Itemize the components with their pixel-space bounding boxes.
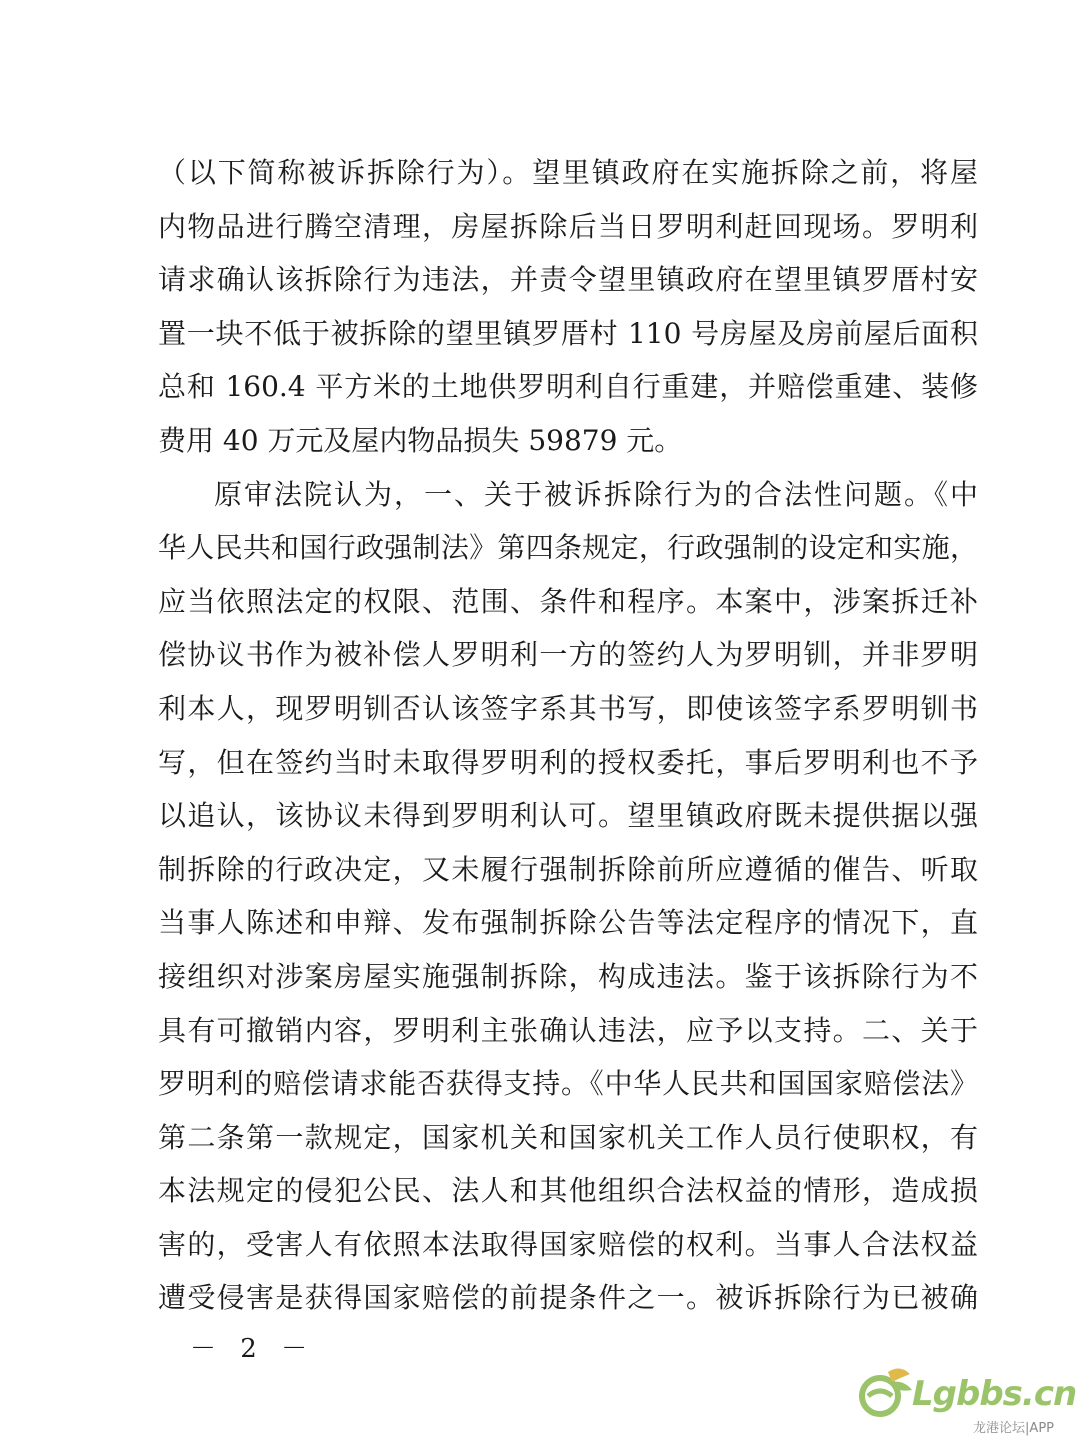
text-line: 偿协议书作为被补偿人罗明利一方的签约人为罗明钏，并非罗明 bbox=[158, 638, 978, 672]
text-line: 总和 160.4 平方米的土地供罗明利自行重建，并赔偿重建、装修 bbox=[158, 370, 978, 404]
text-line: 内物品进行腾空清理，房屋拆除后当日罗明利赶回现场。罗明利 bbox=[158, 209, 978, 243]
text-line: 请求确认该拆除行为违法，并责令望里镇政府在望里镇罗厝村安 bbox=[158, 263, 978, 297]
text-line: 罗明利的赔偿请求能否获得支持。《中华人民共和国国家赔偿法》 bbox=[158, 1067, 978, 1101]
text-line: 以追认，该协议未得到罗明利认可。望里镇政府既未提供据以强 bbox=[158, 799, 978, 833]
paragraph-start-line: 原审法院认为，一、关于被诉拆除行为的合法性问题。《中 bbox=[214, 477, 978, 511]
site-watermark bbox=[854, 1356, 1077, 1438]
text-line: 应当依照法定的权限、范围、条件和程序。本案中，涉案拆迁补 bbox=[158, 584, 978, 618]
text-line: 第二条第一款规定，国家机关和国家机关工作人员行使职权，有 bbox=[158, 1120, 978, 1154]
text-line: 置一块不低于被拆除的望里镇罗厝村 110 号房屋及房前屋后面积 bbox=[158, 316, 978, 350]
leaf-logo-icon bbox=[854, 1362, 914, 1422]
text-line: （以下简称被诉拆除行为）。望里镇政府在实施拆除之前，将屋 bbox=[158, 156, 978, 189]
text-line: 具有可撤销内容，罗明利主张确认违法，应予以支持。二、关于 bbox=[158, 1013, 978, 1047]
text-line: 遭受侵害是获得国家赔偿的前提条件之一。被诉拆除行为已被确 bbox=[158, 1281, 978, 1315]
text-line: 利本人，现罗明钏否认该签字系其书写，即使该签字系罗明钏书 bbox=[158, 691, 978, 725]
text-line: 费用 40 万元及屋内物品损失 59879 元。 bbox=[158, 423, 683, 457]
text-line: 接组织对涉案房屋实施强制拆除，构成违法。鉴于该拆除行为不 bbox=[158, 959, 978, 993]
text-line: 当事人陈述和申辩、发布强制拆除公告等法定程序的情况下，直 bbox=[158, 906, 978, 940]
text-line: 制拆除的行政决定，又未履行强制拆除前所应遵循的催告、听取 bbox=[158, 852, 978, 886]
watermark-brand: Lgbbs.cn bbox=[912, 1374, 1077, 1414]
document-body bbox=[158, 146, 978, 1325]
page-number: － 2 － bbox=[190, 1334, 316, 1364]
text-line: 华人民共和国行政强制法》第四条规定，行政强制的设定和实施， bbox=[158, 531, 978, 565]
text-line: 本法规定的侵犯公民、法人和其他组织合法权益的情形，造成损 bbox=[158, 1174, 978, 1208]
watermark-subtitle: 龙港论坛|APP bbox=[973, 1421, 1054, 1436]
text-line: 写，但在签约当时未取得罗明利的授权委托，事后罗明利也不予 bbox=[158, 745, 978, 779]
text-line: 害的，受害人有依照本法取得国家赔偿的权利。当事人合法权益 bbox=[158, 1227, 978, 1261]
